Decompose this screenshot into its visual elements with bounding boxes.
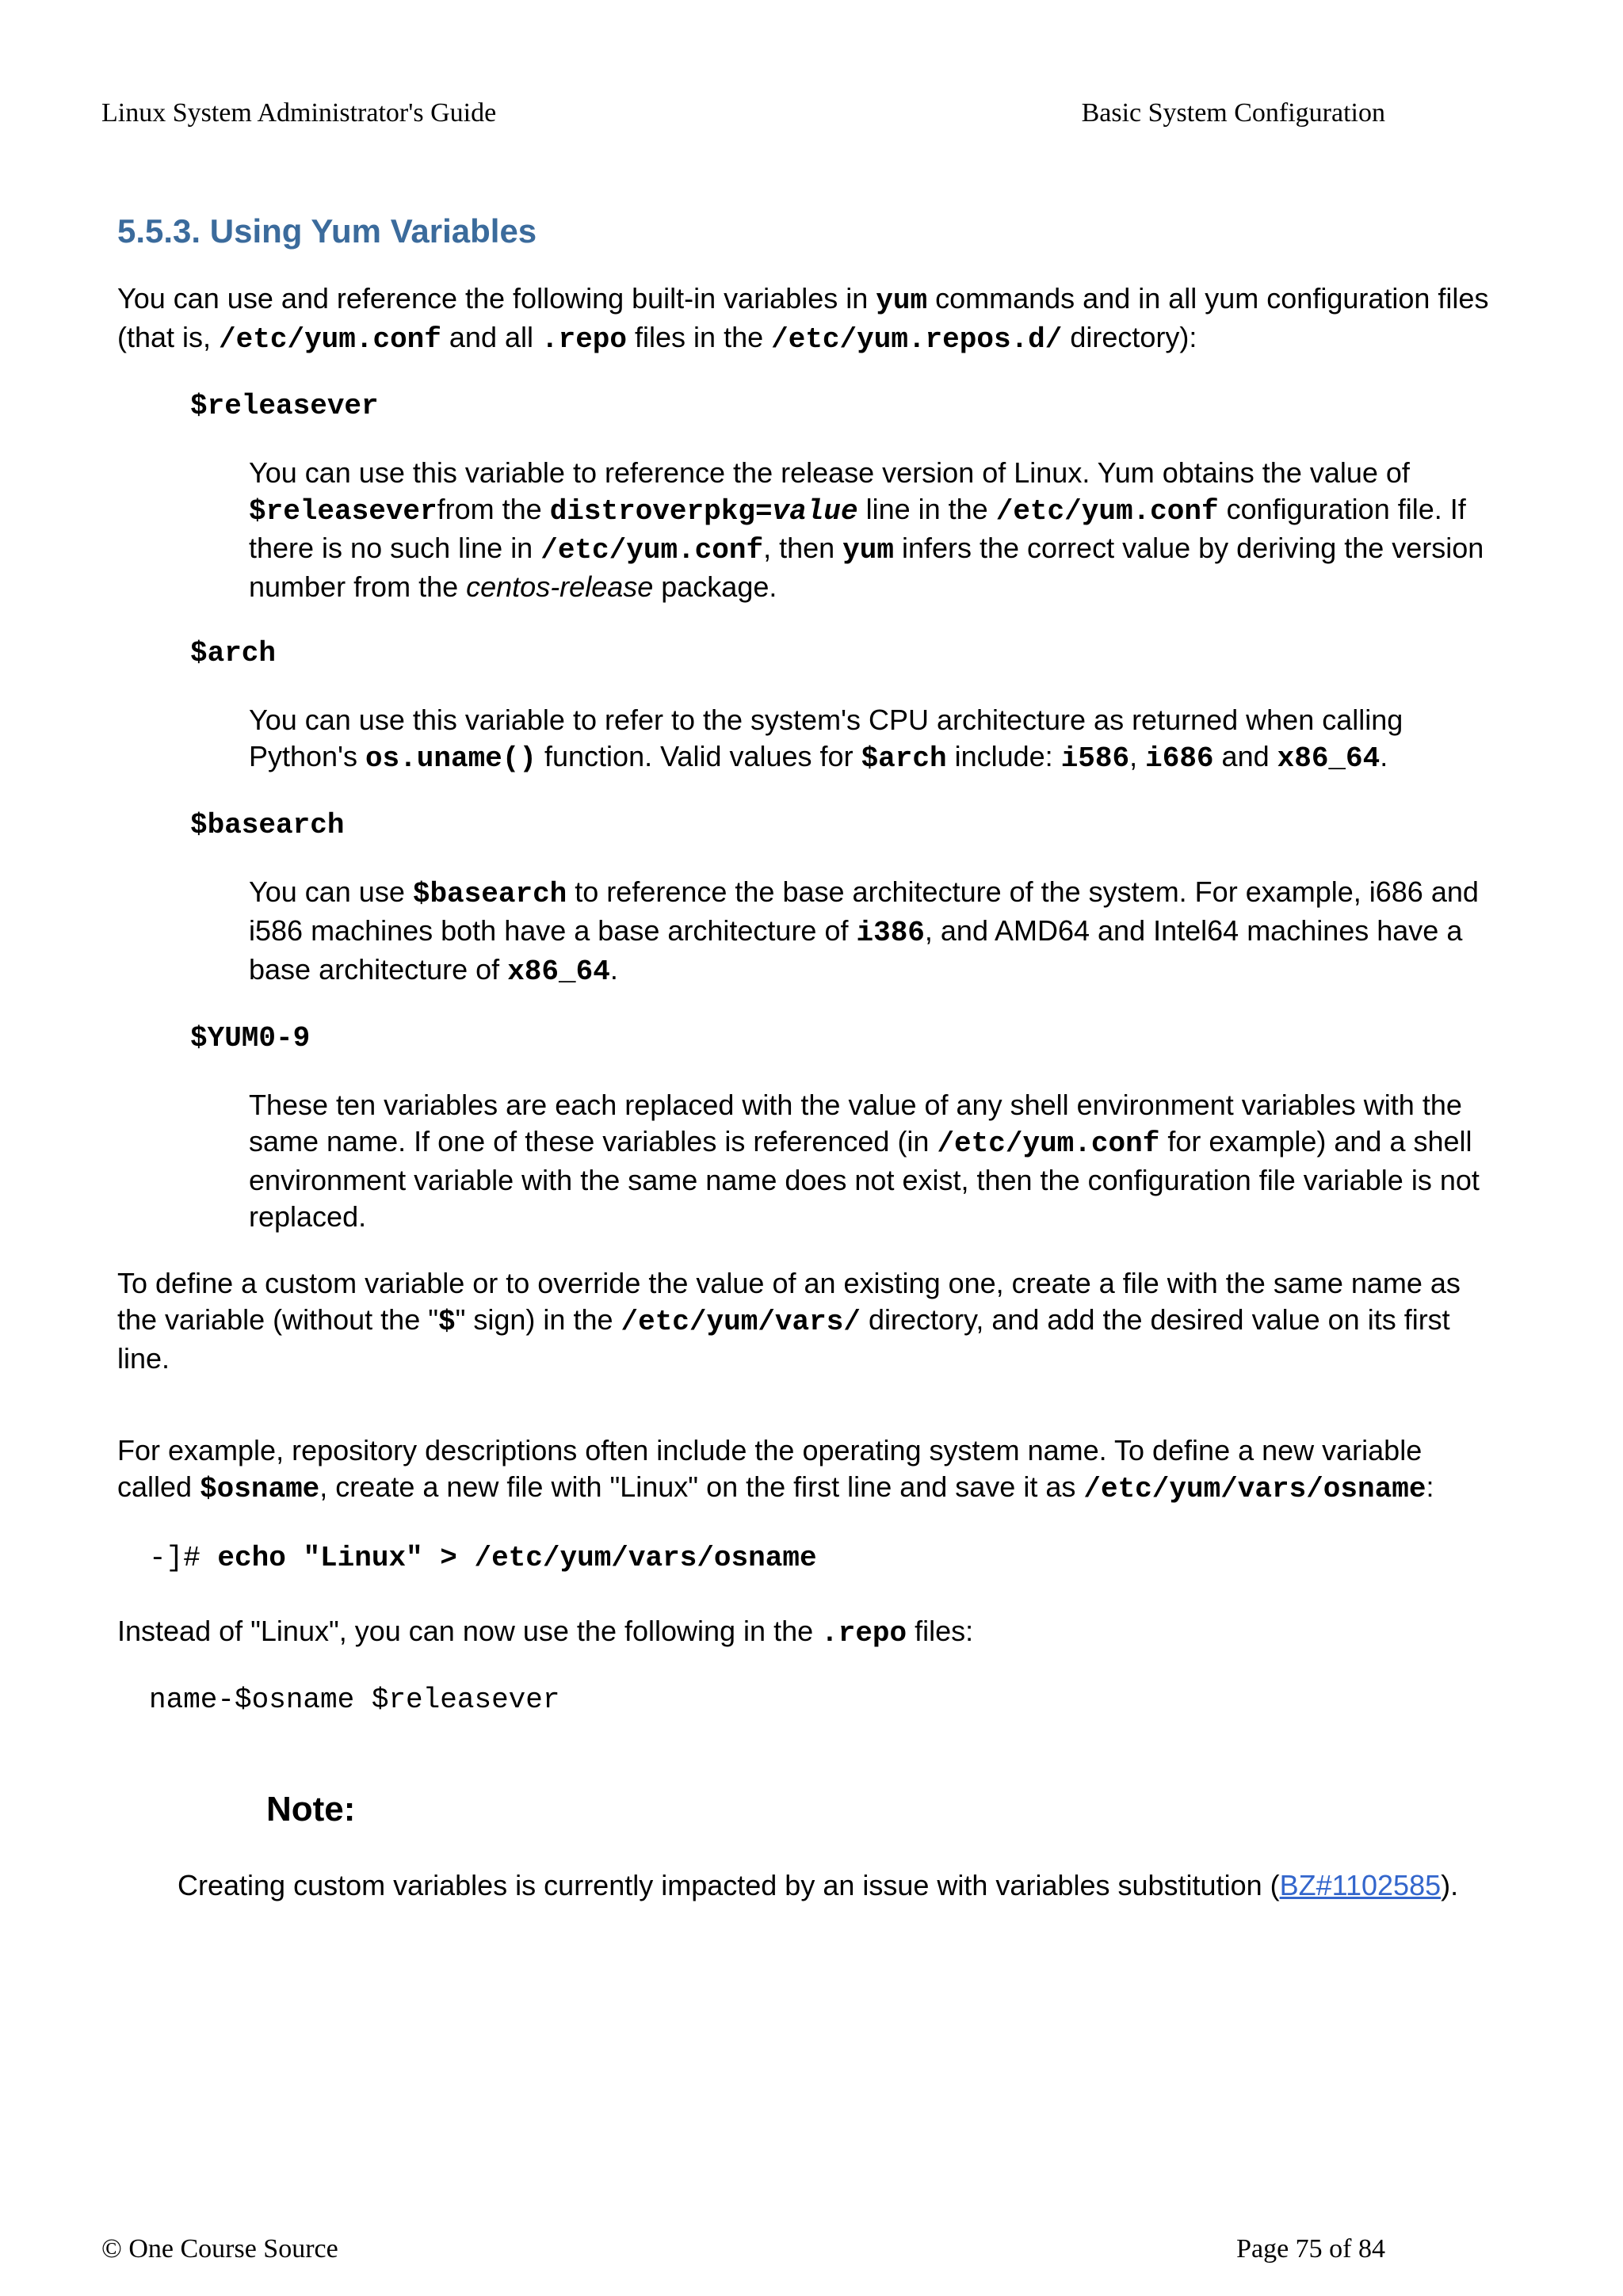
text: . (1380, 740, 1388, 772)
footer-page-number: Page 75 of 84 (1236, 2234, 1385, 2264)
note-title: Note: (266, 1790, 356, 1829)
section-title: 5.5.3. Using Yum Variables (117, 212, 537, 250)
code: i686 (1145, 742, 1214, 775)
code: $releasever (249, 495, 437, 528)
shell-command: echo "Linux" > /etc/yum/vars/osname (217, 1542, 817, 1574)
code: /etc/yum.conf (219, 323, 441, 356)
definition-arch (249, 702, 1504, 777)
definition-yum0-9 (249, 1087, 1504, 1235)
text: for example) and a shell environment variable with the same name does not exist, then the configuration file variable is not replaced. (249, 1125, 1480, 1233)
code: /etc/yum/vars/ (621, 1306, 861, 1338)
code: /etc/yum.conf (937, 1127, 1160, 1160)
code: x86_64 (507, 955, 610, 988)
text: , create a new file with "Linux" on the first line and save it as (319, 1470, 1084, 1503)
code: .repo (821, 1617, 907, 1650)
running-header (101, 98, 1385, 128)
text: files in the (627, 321, 772, 353)
page-content (117, 212, 1504, 1904)
code: $arch (861, 742, 947, 775)
text: to reference the base architecture of the system. For example, i686 and i586 machines both have a base architecture of (249, 875, 1479, 947)
header-chapter-title: Basic System Configuration (1081, 98, 1385, 128)
code: $ (438, 1306, 456, 1338)
text: from the (437, 493, 550, 525)
text: For example, repository descriptions often include the operating system name. To define a new variable called (117, 1434, 1423, 1503)
code: os.uname() (365, 742, 537, 775)
text: You can use this variable to refer to the system's CPU architecture as returned when calling Python's (249, 704, 1403, 772)
text: directory, and add the desired value on its first line. (117, 1303, 1450, 1375)
term-basearch: $basearch (190, 809, 345, 841)
bugzilla-link[interactable]: BZ#1102585 (1279, 1869, 1442, 1901)
text: function. Valid values for (537, 740, 861, 772)
shell-prompt: -]# (149, 1542, 218, 1574)
code: yum (842, 534, 894, 566)
term-yum0-9: $YUM0-9 (190, 1022, 311, 1055)
text: , then (763, 532, 843, 564)
text: infers the correct value by deriving the version number from the (249, 532, 1484, 603)
custom-variable-paragraph (117, 1265, 1504, 1377)
code: distroverpkg= (549, 495, 773, 528)
code: $basearch (412, 878, 567, 910)
code: x86_64 (1277, 742, 1381, 775)
command-example (149, 1538, 1504, 1577)
text: " sign) in the (455, 1303, 621, 1336)
text: , (1129, 740, 1146, 772)
code-italic: value (772, 495, 858, 528)
text: commands and in all yum configuration files (that is, (117, 282, 1489, 353)
term-arch: $arch (190, 637, 277, 669)
text: You can use (249, 875, 413, 908)
text: To define a custom variable or to override the value of an existing one, create a file with the same name as the variable (without the " (117, 1267, 1461, 1336)
text: files: (907, 1615, 974, 1647)
header-doc-title: Linux System Administrator's Guide (101, 98, 497, 128)
text: line in the (857, 493, 996, 525)
code: i386 (856, 917, 925, 949)
text: You can use and reference the following built-in variables in (117, 282, 876, 315)
text: and (1213, 740, 1277, 772)
text: ). (1441, 1869, 1459, 1901)
text: You can use this variable to reference the release version of Linux. Yum obtains the value of (249, 456, 1410, 489)
text: . (609, 953, 618, 986)
definition-basearch (249, 874, 1504, 990)
intro-paragraph (117, 280, 1504, 358)
code: /etc/yum.conf (540, 534, 764, 566)
text: , and AMD64 and Intel64 machines have a base architecture of (249, 914, 1463, 986)
note-body (178, 1867, 1504, 1904)
text: : (1426, 1470, 1434, 1503)
text: Instead of "Linux", you can now use the following in the (117, 1615, 822, 1647)
text: and all (441, 321, 541, 353)
instead-paragraph (117, 1613, 1504, 1652)
code: .repo (541, 323, 628, 356)
text: configuration file. If there is no such line in (249, 493, 1466, 564)
code: yum (876, 284, 928, 317)
code: /etc/yum.conf (995, 495, 1219, 528)
definition-releasever (249, 455, 1504, 605)
term-releasever: $releasever (190, 390, 379, 422)
repo-line-example: name-$osname $releasever (149, 1684, 560, 1716)
example-paragraph (117, 1432, 1504, 1508)
code: /etc/yum.repos.d/ (771, 323, 1063, 356)
text: These ten variables are each replaced with the value of any shell environment variables with the same name. If one of these variables is referenced (in (249, 1089, 1462, 1158)
code: $osname (200, 1473, 320, 1505)
italic-text: centos-release (466, 570, 654, 603)
running-footer (101, 2234, 1385, 2264)
code: /etc/yum/vars/osname (1083, 1473, 1426, 1505)
text: directory): (1062, 321, 1197, 353)
text: package. (653, 570, 777, 603)
text: include: (946, 740, 1061, 772)
text: Creating custom variables is currently impacted by an issue with variables substitution ( (178, 1869, 1280, 1901)
code: i586 (1060, 742, 1130, 775)
footer-copyright: © One Course Source (101, 2234, 338, 2264)
